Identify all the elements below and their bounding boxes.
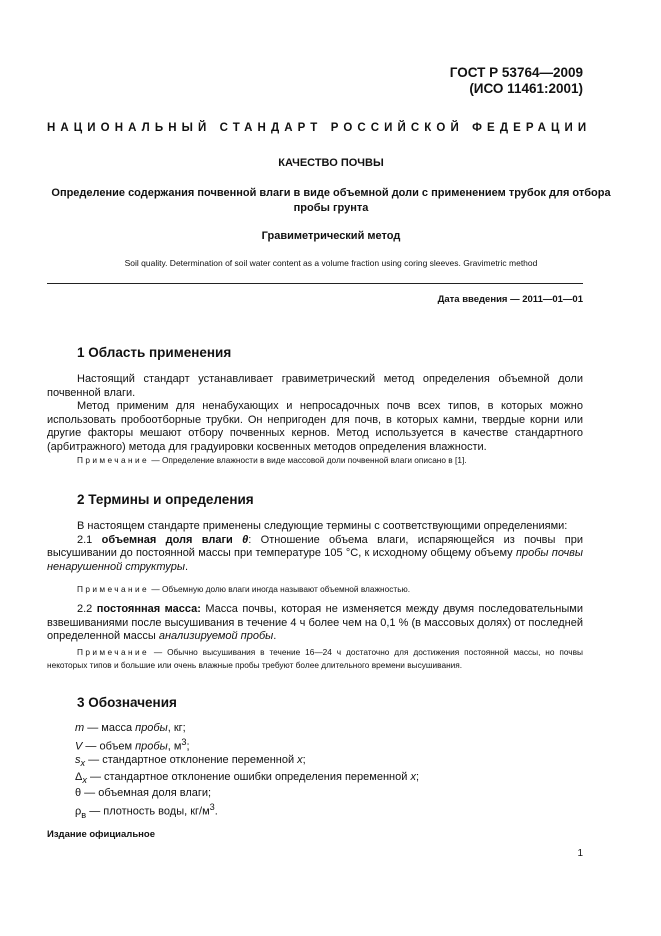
symbol-item [75, 722, 419, 736]
term-name: постоянная масса: [96, 603, 201, 615]
symbol-description: — стандартное отклонение ошибки определения переменной [86, 770, 411, 783]
section-2-note-2 [47, 646, 583, 671]
note-label: Примечание [77, 455, 150, 465]
term-2-2-block [47, 603, 583, 644]
term-2-2 [47, 603, 583, 644]
section-2-paragraph-1: В настоящем стандарте применены следующие термины с соответствующими определениями: [77, 520, 568, 532]
symbol-item [75, 771, 419, 788]
symbol-reference: x [297, 753, 303, 766]
section-1-heading: 1 Область применения [77, 345, 232, 360]
subscript: x [80, 758, 86, 769]
term-end: . [273, 630, 277, 643]
symbol-description: — объемная доля влаги; [81, 787, 212, 800]
symbol-tail: , м [167, 740, 182, 753]
subscript: в [81, 809, 87, 820]
symbol: m [75, 722, 85, 734]
note-text: — Обычно высушивания в течение 16—24 ч достаточно для достижения постоянной массы, но почвы некоторых типов и большие или очень влажные пробы требуют более длительного времени высушивания. [47, 647, 583, 670]
symbol: s [75, 753, 81, 766]
symbol-tail: , кг; [167, 722, 186, 734]
section-2-note-1 [47, 583, 583, 596]
symbol-reference: x [410, 770, 416, 783]
symbol-tail: ; [302, 753, 306, 766]
section-1-note [47, 454, 583, 467]
note-label: Примечание [77, 647, 150, 657]
symbol: Δ [75, 770, 83, 783]
superscript: 3 [209, 802, 215, 812]
method-title: Гравиметрический метод [261, 230, 401, 242]
section-2-heading: 2 Термины и определения [77, 492, 254, 507]
note-text: — Определение влажности в виде массовой доли почвенной влаги описано в [1]. [149, 455, 467, 465]
page-number: 1 [577, 848, 583, 859]
section-1-body [47, 373, 583, 455]
term-definition: : Отношение объема влаги, испаряющейся из почвы при высушивании до постоянной массы при температуре 105 °С, к исходному общему объему [47, 533, 583, 560]
national-standard-banner: НАЦИОНАЛЬНЫЙ СТАНДАРТ РОССИЙСКОЙ ФЕДЕРАЦИИ [47, 122, 592, 134]
symbol-item [75, 787, 419, 801]
symbol-tail: ; [415, 770, 419, 783]
symbol-reference: пробы [135, 740, 168, 753]
section-1-paragraph-1: Настоящий стандарт устанавливает гравиметрический метод определения объемной доли почвенной влаги. [47, 373, 583, 399]
symbol: θ [75, 787, 82, 800]
symbol-description: — стандартное отклонение переменной [85, 753, 298, 766]
section-2-body [47, 520, 583, 574]
symbol-item: $\rho_в$ — плотность воды, $кг/м^3$. [75, 802, 218, 820]
standard-number: ГОСТ Р 53764—2009 [449, 65, 583, 80]
symbol-reference: пробы [135, 722, 168, 734]
subscript: x [82, 774, 87, 785]
term-number: 2.1 [77, 533, 102, 546]
divider-line [47, 283, 583, 284]
note-text: — Объемную долю влаги иногда называют объемной влажностью. [149, 584, 411, 594]
term-2-1 [47, 534, 583, 575]
term-symbol: θ [232, 533, 249, 546]
introduction-date: Дата введения — 2011—01—01 [437, 294, 583, 305]
document-title: КАЧЕСТВО ПОЧВЫ [278, 157, 384, 169]
document-subtitle: Определение содержания почвенной влаги в виде объемной доли с применением трубок для отбора пробы грунта [51, 187, 611, 214]
superscript: 3 [181, 736, 187, 747]
section-1-paragraph-2: Метод применим для ненабухающих и непросадочных почв всех типов, в которых можно использовать пробоотборные трубки. Он непригоден для почв, в которых камни, твердые корни или другие факторы мешают отбору почвенных кернов. Метод используется в качестве стандартного (арбитражного) метода для градуировки косвенных методов определения влажности. [47, 400, 583, 453]
term-definition: Масса почвы, которая не изменяется между двумя последовательными взвешиваниями после высушивания в течение 4 ч более чем на 0,1 % (в массовых долях) от последней определенной массы [47, 603, 583, 643]
term-number: 2.2 [77, 603, 97, 615]
term-end: . [184, 560, 189, 573]
note-label: Примечание [77, 584, 150, 594]
symbol-item: V — объем пробы, $м^3$; [75, 736, 190, 753]
term-name: объемная доля влаги [101, 533, 233, 546]
symbols-list [75, 722, 419, 822]
english-title: Soil quality. Determination of soil water content as a volume fraction using coring sleeves. Gravimetric method [124, 258, 538, 268]
symbol-description: — объем [82, 740, 136, 753]
symbol: ρ [75, 805, 82, 818]
official-edition-label: Издание официальное [47, 829, 155, 840]
iso-number: (ИСО 11461:2001) [469, 81, 583, 96]
term-reference: пробы почвы ненарушенной структуры [47, 547, 583, 573]
term-reference: анализируемой пробы [158, 630, 274, 643]
symbol-description: — плотность воды, кг/м [86, 805, 210, 818]
document-code-block [450, 65, 583, 97]
symbol: V [75, 740, 83, 753]
symbol-item [75, 754, 419, 771]
section-3-heading: 3 Обозначения [77, 695, 177, 710]
symbol-description: — масса [84, 722, 136, 734]
